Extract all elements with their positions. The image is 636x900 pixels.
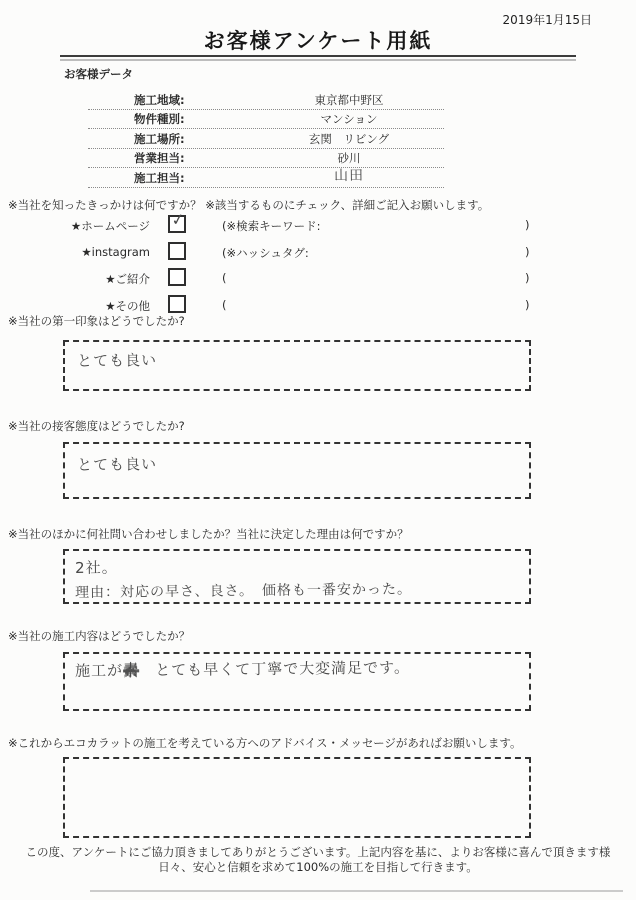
hashtag-field-label: (※ハッシュタグ:: [222, 245, 309, 260]
data-value-area: 東京都中野区: [314, 92, 384, 107]
option-label-referral: ★ご紹介: [105, 272, 150, 286]
source-question-line: [8, 197, 489, 213]
data-row-property-type: [88, 110, 444, 130]
close-paren: ): [525, 218, 530, 232]
data-value-installer-handwritten: 山田: [334, 167, 365, 184]
other-checkbox: [168, 295, 186, 313]
data-row-area: [88, 90, 444, 110]
option-row-homepage: [0, 208, 636, 239]
answer-box-advice-message: [63, 757, 531, 838]
data-value-location: 玄関 リビング: [308, 131, 390, 146]
handwritten-answer: とても良い: [77, 455, 158, 474]
source-question: ※当社を知ったきっかけは何ですか？: [8, 198, 202, 212]
data-label-property-type: 物件種別:: [134, 112, 185, 126]
answer-box-other-companies: [63, 549, 531, 604]
data-label-sales-rep: 営業担当:: [134, 151, 185, 165]
title-double-rule: [60, 55, 576, 61]
footer-line2: 日々、安心と信頼を求めて100%の施工を目指して行きます。: [158, 860, 478, 874]
answer-box-first-impression: [63, 340, 531, 391]
source-instruction: ※該当するものにチェック、詳細ご記入お願いします。: [205, 198, 490, 212]
data-row-location: [88, 129, 444, 149]
data-label-location: 施工場所:: [134, 131, 185, 146]
customer-data-table: [88, 90, 444, 188]
open-paren: (: [222, 297, 227, 312]
question-service-attitude: ※当社の接客態度はどうでしたか?: [8, 419, 185, 433]
question-other-companies: ※当社のほかに何社問い合わせしましたか？当社に決定した理由は何ですか？: [8, 527, 409, 541]
scan-edge-line: [90, 890, 623, 892]
source-options: [0, 208, 636, 318]
close-paren: ): [525, 271, 530, 285]
data-value-sales-rep: 砂川: [337, 151, 361, 165]
question-work-quality: ※当社の施工内容はどうでしたか？: [8, 629, 191, 643]
page-title: お客様アンケート用紙: [203, 29, 433, 53]
data-label-installer: 施工担当:: [134, 170, 185, 185]
answer-box-work-quality: [63, 652, 531, 711]
footer-thanks-text: [0, 845, 636, 875]
open-paren: (: [222, 271, 227, 285]
date-text: 2019年1月15日: [502, 13, 592, 27]
handwritten-answer-prefix: 施工が: [75, 661, 124, 680]
handwritten-answer-suffix: とても早くて丁寧で大変満足です。: [139, 658, 411, 680]
close-paren: ): [525, 244, 530, 259]
homepage-checkbox: [168, 208, 187, 233]
checkmark-icon: ✓: [170, 208, 187, 230]
data-label-area: 施工地域:: [134, 92, 185, 107]
handwritten-answer: [75, 655, 519, 681]
handwritten-answer-line2: 理由：対応の早さ、良さ。 価格も一番安かった。: [75, 581, 413, 601]
option-label-instagram: ★instagram: [81, 244, 150, 259]
answer-box-service-attitude: [63, 442, 531, 499]
search-keyword-field-label: (※検索キーワード:: [222, 219, 321, 233]
question-advice-message: ※これからエコカラットの施工を考えている方へのアドバイス・メッセージがあればお願いします。: [8, 736, 522, 750]
customer-data-heading: お客様データ: [64, 67, 133, 81]
option-row-referral: [0, 265, 636, 292]
close-paren: ): [525, 297, 530, 312]
handwritten-answer: とても良い: [77, 351, 158, 370]
data-row-installer: [88, 168, 444, 188]
referral-checkbox: [168, 268, 186, 286]
handwritten-answer-line1: 2社。: [75, 558, 118, 577]
option-row-instagram: [0, 239, 636, 266]
question-first-impression: ※当社の第一印象はどうでしたか?: [8, 314, 185, 328]
option-label-homepage: ★ホームページ: [70, 219, 150, 233]
footer-line1: この度、アンケートにご協力頂きましてありがとうございます。上記内容を基に、よりお客様に喜んで頂きます様: [25, 845, 611, 859]
instagram-checkbox: [168, 242, 186, 260]
crossed-out-character: 素: [123, 661, 140, 680]
data-value-property-type: マンション: [320, 112, 378, 126]
option-label-other: ★その他: [105, 298, 150, 313]
